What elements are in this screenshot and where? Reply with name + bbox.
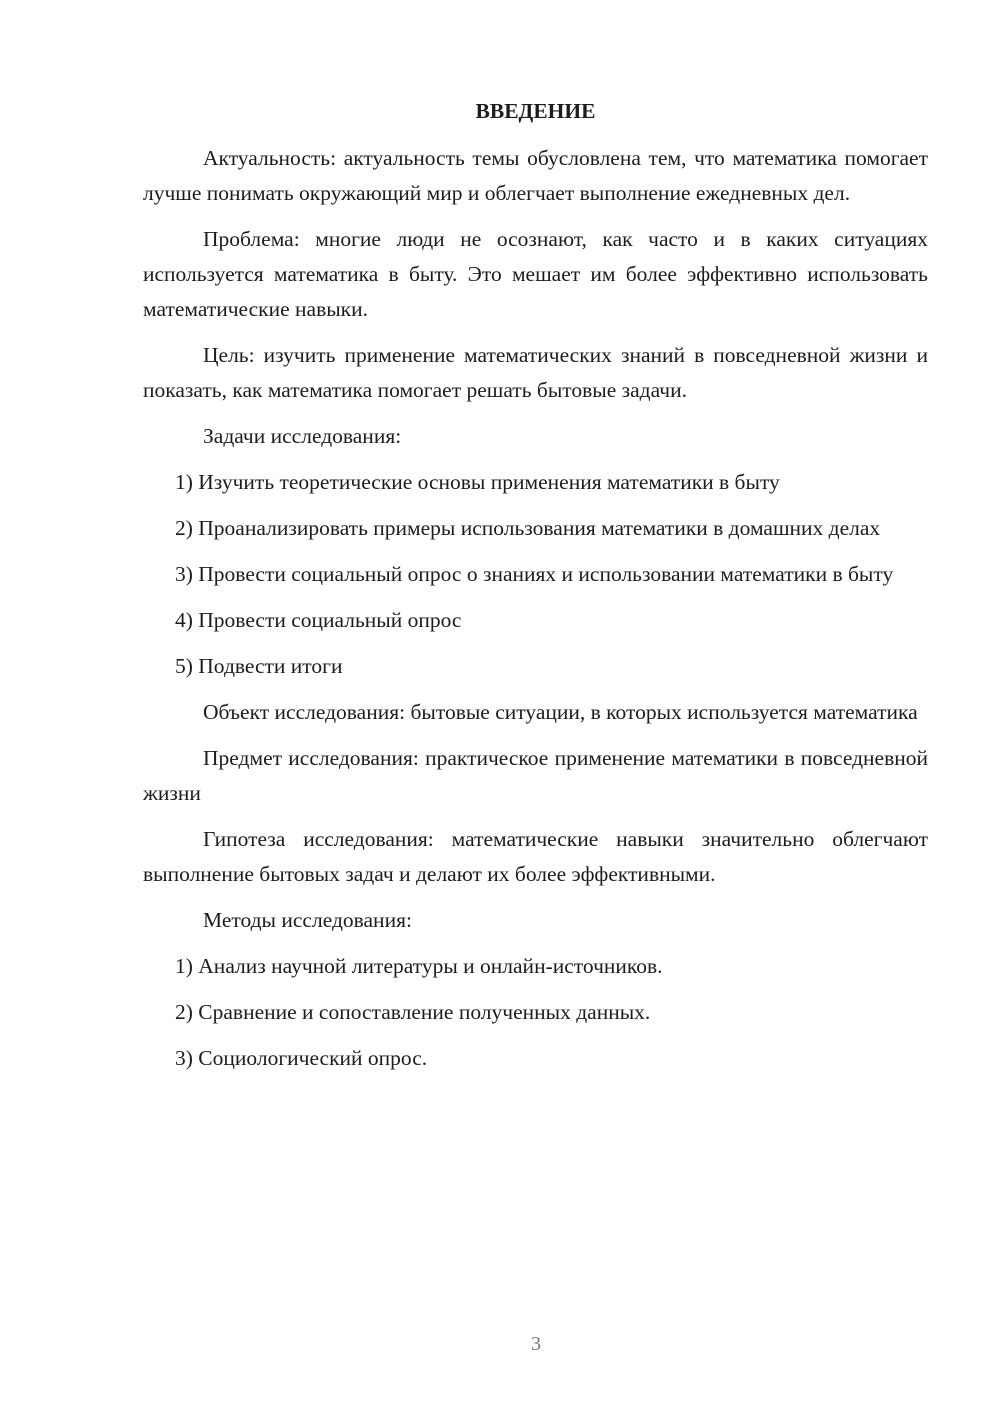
task-item-5: 5) Подвести итоги xyxy=(175,654,343,678)
page-content xyxy=(143,94,928,1087)
task-item-3: 3) Провести социальный опрос о знаниях и использовании математики в быту xyxy=(175,562,894,586)
paragraph-hypothesis: Гипотеза исследования: математические навыки значительно облегчают выполнение бытовых задач и делают их более эффективными. xyxy=(143,827,928,886)
paragraph-problem: Проблема: многие люди не осознают, как часто и в каких ситуациях используется математика в быту. Это мешает им более эффективно использовать математические навыки. xyxy=(143,227,928,321)
method-item-3: 3) Социологический опрос. xyxy=(175,1046,428,1070)
task-item-1: 1) Изучить теоретические основы применения математики в быту xyxy=(175,470,780,494)
paragraph-goal: Цель: изучить применение математических знаний в повседневной жизни и показать, как математика помогает решать бытовые задачи. xyxy=(143,343,928,402)
paragraph-relevance: Актуальность: актуальность темы обусловлена тем, что математика помогает лучше понимать окружающий мир и облегчает выполнение ежедневных дел. xyxy=(143,146,928,205)
method-item-2: 2) Сравнение и сопоставление полученных данных. xyxy=(175,1000,651,1024)
task-item-2: 2) Проанализировать примеры использования математики в домашних делах xyxy=(175,516,881,540)
tasks-heading: Задачи исследования: xyxy=(203,424,402,448)
task-item-4: 4) Провести социальный опрос xyxy=(175,608,462,632)
page-number: 3 xyxy=(531,1333,541,1355)
section-title: ВВЕДЕНИЕ xyxy=(475,99,596,123)
paragraph-object: Объект исследования: бытовые ситуации, в которых используется математика xyxy=(203,700,918,724)
method-item-1: 1) Анализ научной литературы и онлайн-источников. xyxy=(175,954,663,978)
methods-heading: Методы исследования: xyxy=(203,908,412,932)
paragraph-subject: Предмет исследования: практическое применение математики в повседневной жизни xyxy=(143,746,928,805)
